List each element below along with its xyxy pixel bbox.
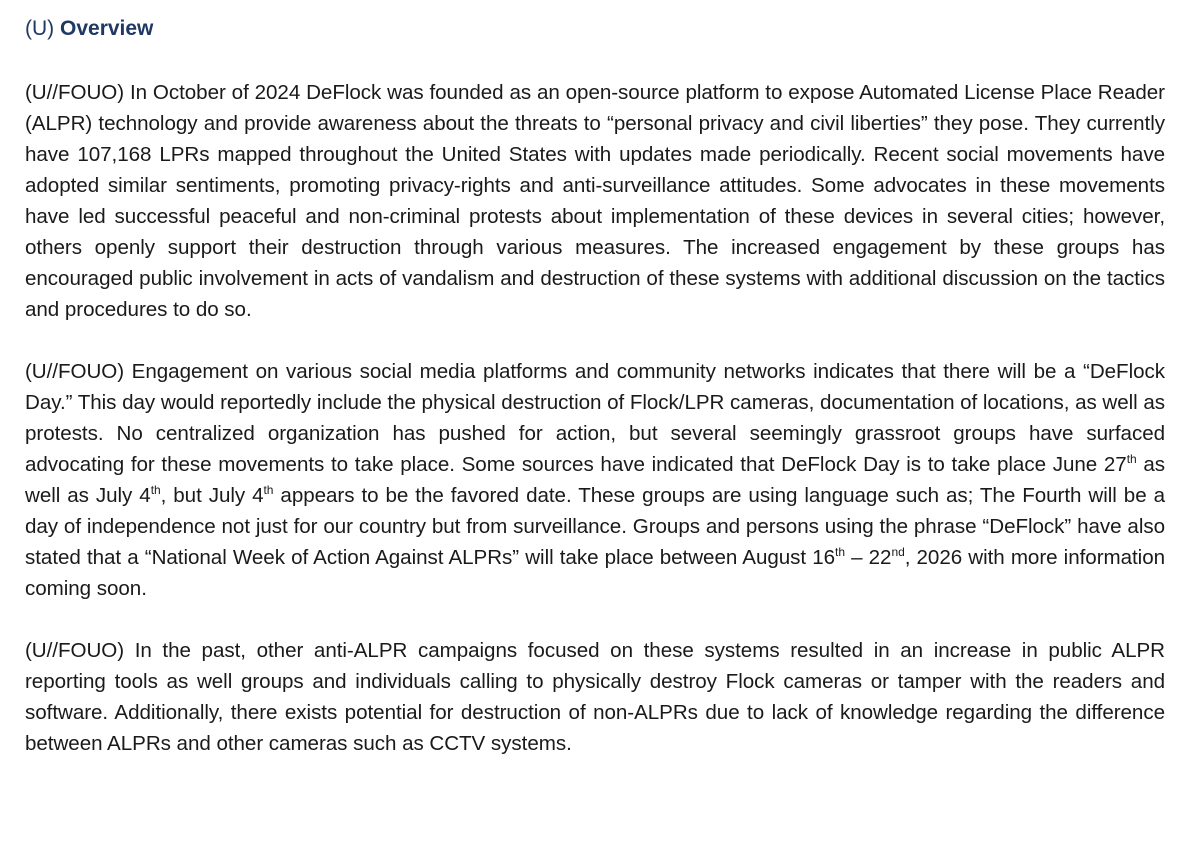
- paragraph-text: , 2026 with more information coming soon.: [25, 546, 1166, 600]
- document-page: [25, 14, 1165, 790]
- paragraph-text: as well as July 4: [25, 453, 1165, 507]
- paragraph-text: (U//FOUO) Engagement on various social media platforms and community networks indicates that there will be a “DeFlock Day.” This day would reportedly include the physical destruction of Flock/LPR cameras, documentation of locations, as well as protests. No centralized organization has pushed for action, but several seemingly grassroot groups have surfaced advocating for these movements to take place. Some sources have indicated that DeFlock Day is to take place June 27: [25, 360, 1165, 476]
- paragraph-founding: [25, 77, 1165, 325]
- section-title: Overview: [60, 17, 154, 40]
- ordinal-suffix: th: [1126, 452, 1137, 466]
- ordinal-suffix: th: [150, 483, 161, 497]
- paragraph-text: – 22: [844, 546, 892, 569]
- section-heading: [25, 14, 1165, 44]
- ordinal-suffix: th: [835, 545, 845, 559]
- ordinal-suffix: nd: [891, 545, 905, 559]
- paragraph-text: (U//FOUO) In October of 2024 DeFlock was founded as an open-source platform to expose Automated License Place Reader (ALPR) technology and provide awareness about the threats to “personal privacy and civil liberties” they pose. They currently have 107,168 LPRs mapped throughout the United States with updates made periodically. Recent social movements have adopted similar sentiments, promoting privacy-rights and anti-surveillance attitudes. Some advocates in these movements have led successful peaceful and non-criminal protests about implementation of these devices in several cities; however, others openly support their destruction through various measures. The increased engagement by these groups has encouraged public involvement in acts of vandalism and destruction of these systems with additional discussion on the tactics and procedures to do so.: [25, 81, 1165, 321]
- paragraph-text: (U//FOUO) In the past, other anti-ALPR campaigns focused on these systems resulted in an increase in public ALPR reporting tools as well groups and individuals calling to physically destroy Flock cameras or tamper with the readers and software. Additionally, there exists potential for destruction of non-ALPRs due to lack of knowledge regarding the difference between ALPRs and other cameras such as CCTV systems.: [25, 639, 1165, 755]
- paragraph-text: , but July 4: [160, 484, 264, 507]
- paragraph-text: appears to be the favored date. These groups are using language such as; The Fourth will be a day of independence not just for our country but from surveillance. Groups and persons using the phrase “DeFlock” have also stated that a “National Week of Action Against ALPRs” will take place between August 16: [25, 484, 1165, 569]
- paragraph-deflock-day: [25, 356, 1165, 604]
- paragraph-past-campaigns: [25, 635, 1165, 759]
- classification-marking: (U): [25, 17, 55, 40]
- ordinal-suffix: th: [263, 483, 274, 497]
